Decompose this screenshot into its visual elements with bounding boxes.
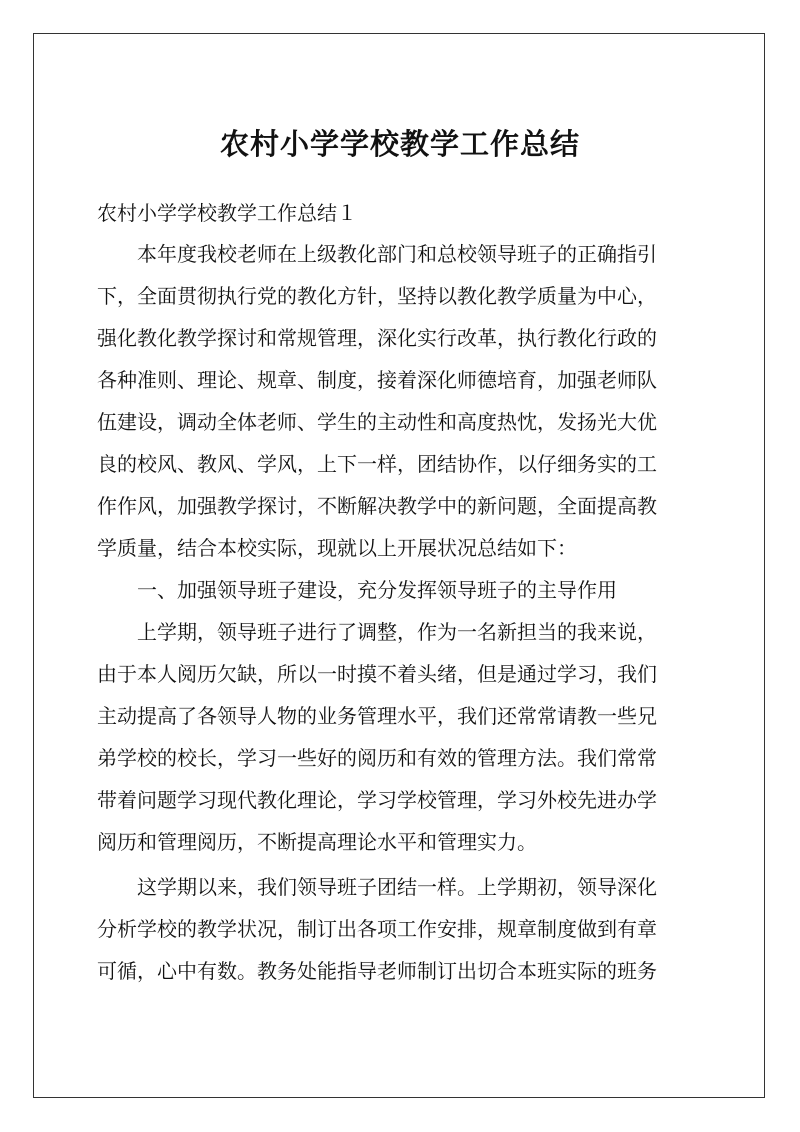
paragraph-line: 本年度我校老师在上级教化部门和总校领导班子的正确指引 <box>97 242 657 266</box>
paragraph-line: 上学期，领导班子进行了调整，作为一名新担当的我来说， <box>97 620 657 644</box>
paragraph-line: 由于本人阅历欠缺，所以一时摸不着头绪，但是通过学习，我们 <box>97 662 657 686</box>
paragraph-line: 可循，心中有数。教务处能指导老师制订出切合本班实际的班务 <box>97 959 657 983</box>
paragraph-line: 这学期以来，我们领导班子团结一样。上学期初，领导深化 <box>97 875 657 899</box>
paragraph-line: 分析学校的教学状况，制订出各项工作安排，规章制度做到有章 <box>97 917 657 941</box>
section-heading: 一、加强领导班子建设，充分发挥领导班子的主导作用 <box>97 578 617 602</box>
paragraph-line: 弟学校的校长，学习一些好的阅历和有效的管理方法。我们常常 <box>97 746 657 770</box>
paragraph-line: 作作风，加强教学探讨，不断解决教学中的新问题，全面提高教 <box>97 494 657 518</box>
paragraph-line: 伍建设，调动全体老师、学生的主动性和高度热忱，发扬光大优 <box>97 410 657 434</box>
document-title: 农村小学学校教学工作总结 <box>219 127 580 161</box>
paragraph-line: 强化教化教学探讨和常规管理，深化实行改革，执行教化行政的 <box>97 326 657 350</box>
paragraph-line: 良的校风、教风、学风，上下一样，团结协作，以仔细务实的工 <box>97 452 657 476</box>
paragraph-line: 各种准则、理论、规章、制度，接着深化师德培育，加强老师队 <box>97 368 657 392</box>
paragraph-line: 主动提高了各领导人物的业务管理水平，我们还常常请教一些兄 <box>97 704 657 728</box>
paragraph-line: 下，全面贯彻执行党的教化方针，坚持以教化教学质量为中心， <box>97 284 657 308</box>
paragraph-line: 学质量，结合本校实际，现就以上开展状况总结如下： <box>97 536 577 560</box>
document-subtitle: 农村小学学校教学工作总结１ <box>97 201 357 225</box>
paragraph-line: 阅历和管理阅历，不断提高理论水平和管理实力。 <box>97 830 537 854</box>
paragraph-line: 带着问题学习现代教化理论，学习学校管理，学习外校先进办学 <box>97 788 657 812</box>
